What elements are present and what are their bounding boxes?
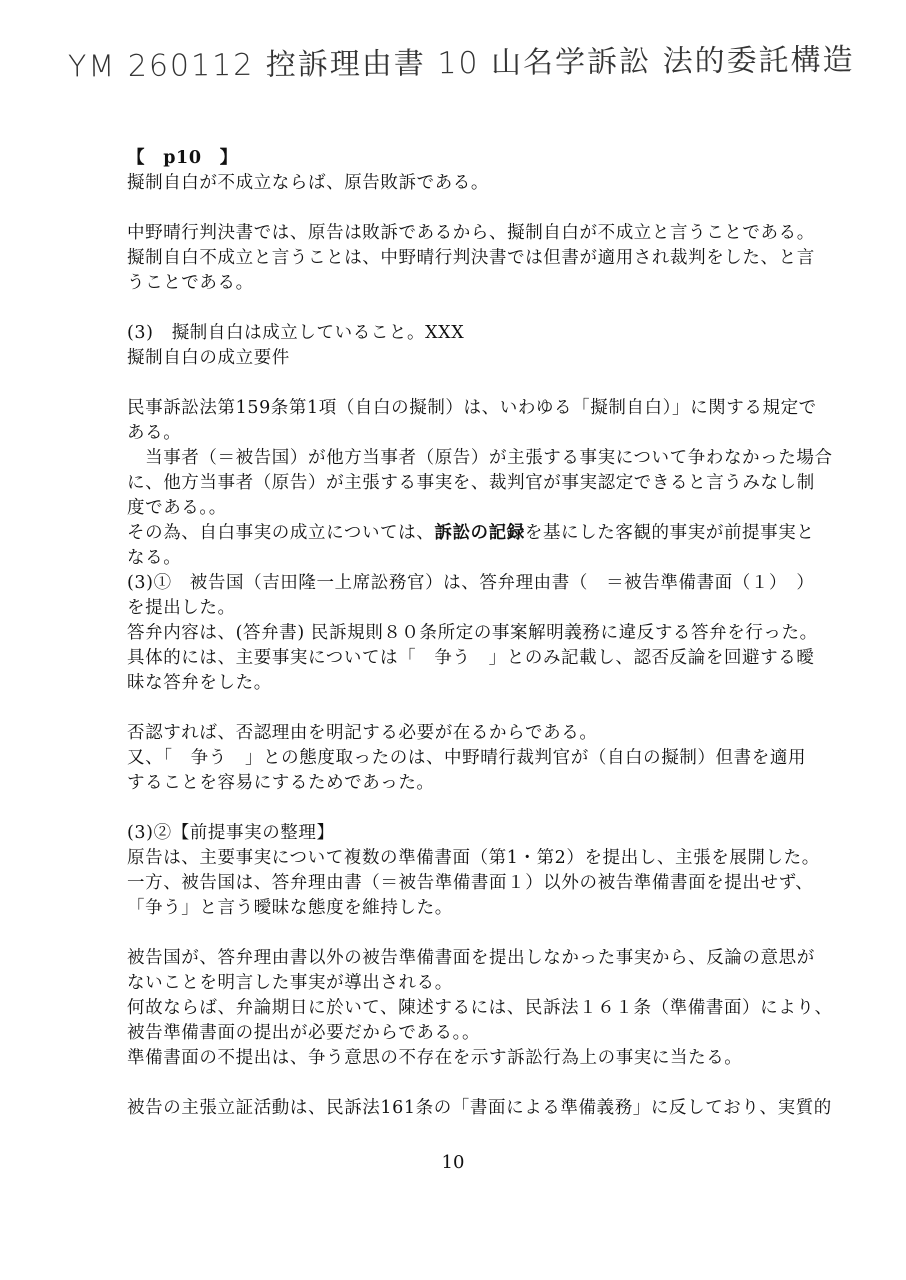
text-line: 何故ならば、弁論期日に於いて、陳述するには、民訴法１６１条（準備書面）により、: [127, 998, 833, 1018]
blank-line: [127, 796, 847, 821]
text-line: 擬制自白不成立と言うことは、中野晴行判決書では但書が適用され裁判をした、と言: [127, 248, 815, 268]
text-line: ないことを明言した事実が導出される。: [127, 973, 453, 993]
text-line: 被告国が、答弁理由書以外の被告準備書面を提出しなかった事実から、反論の意思が: [127, 948, 815, 968]
text-line: 中野晴行判決書では、原告は敗訴であるから、擬制自白が不成立と言うことである。: [127, 223, 815, 243]
text-line: 準備書面の不提出は、争う意思の不存在を示す訴訟行為上の事実に当たる。: [127, 1048, 743, 1068]
handwritten-header-note: YM 260112 控訴理由書 10 山名学訴訟 法的委託構造: [67, 42, 855, 85]
emphasized-phrase: 訴訟の記録: [434, 523, 525, 543]
text-line: 否認すれば、否認理由を明記する必要が在るからである。: [127, 723, 598, 743]
blank-line: [127, 696, 847, 721]
text-line: (3)②【前提事実の整理】: [127, 823, 335, 843]
text-line: 昧な答弁をした。: [127, 673, 272, 693]
text-line: 【 p10 】: [127, 148, 238, 168]
text-line: 被告準備書面の提出が必要だからである。。: [127, 1023, 481, 1043]
document-body: [127, 146, 847, 1121]
text-line: (3) 擬制自白は成立していること。XXX: [127, 323, 465, 343]
blank-line: [127, 196, 847, 221]
text-line: 「争う」と言う曖昧な態度を維持した。: [127, 898, 453, 918]
text-line: することを容易にするためであった。: [127, 773, 435, 793]
text-line: 被告の主張立証活動は、民訴法161条の「書面による準備義務」に反しており、実質的: [127, 1098, 832, 1118]
text-line: 当事者（＝被告国）が他方当事者（原告）が主張する事実について争わなかった場合: [127, 448, 833, 468]
text-line: なる。: [127, 548, 182, 568]
text-line: (3)① 被告国（吉田隆一上席訟務官）は、答弁理由書（ ＝被告準備書面（１） ）: [127, 573, 815, 593]
text-line: 答弁内容は、(答弁書) 民訴規則８０条所定の事案解明義務に違反する答弁を行った。: [127, 623, 818, 643]
text-line: に、他方当事者（原告）が主張する事実を、裁判官が事実認定できると言うみなし制: [127, 473, 815, 493]
text-line: 擬制自白が不成立ならば、原告敗訴である。: [127, 173, 489, 193]
text-line: 度である。。: [127, 498, 227, 518]
text-line: 具体的には、主要事実については「 争う 」とのみ記載し、認否反論を回避する曖: [127, 648, 815, 668]
text-line: 又、「 争う 」との態度取ったのは、中野晴行裁判官が（自白の擬制）但書を適用: [127, 748, 807, 768]
text-line: 擬制自白の成立要件: [127, 348, 290, 368]
blank-line: [127, 1071, 847, 1096]
text-line: 民事訴訟法第159条第1項（自白の擬制）は、いわゆる「擬制自白）」に関する規定で: [127, 398, 817, 418]
text-line: 一方、被告国は、答弁理由書（＝被告準備書面１）以外の被告準備書面を提出せず、: [127, 873, 814, 893]
blank-line: [127, 371, 847, 396]
page-number: 10: [441, 1152, 465, 1173]
text-line: うことである。: [127, 273, 254, 293]
blank-line: [127, 296, 847, 321]
blank-line: [127, 921, 847, 946]
text-line: ある。: [127, 423, 182, 443]
text-line: 原告は、主要事実について複数の準備書面（第1・第2）を提出し、主張を展開した。: [127, 848, 820, 868]
text-line: その為、自白事実の成立については、訴訟の記録を基にした客観的事実が前提事実と: [127, 523, 815, 543]
text-line: を提出した。: [127, 598, 236, 618]
